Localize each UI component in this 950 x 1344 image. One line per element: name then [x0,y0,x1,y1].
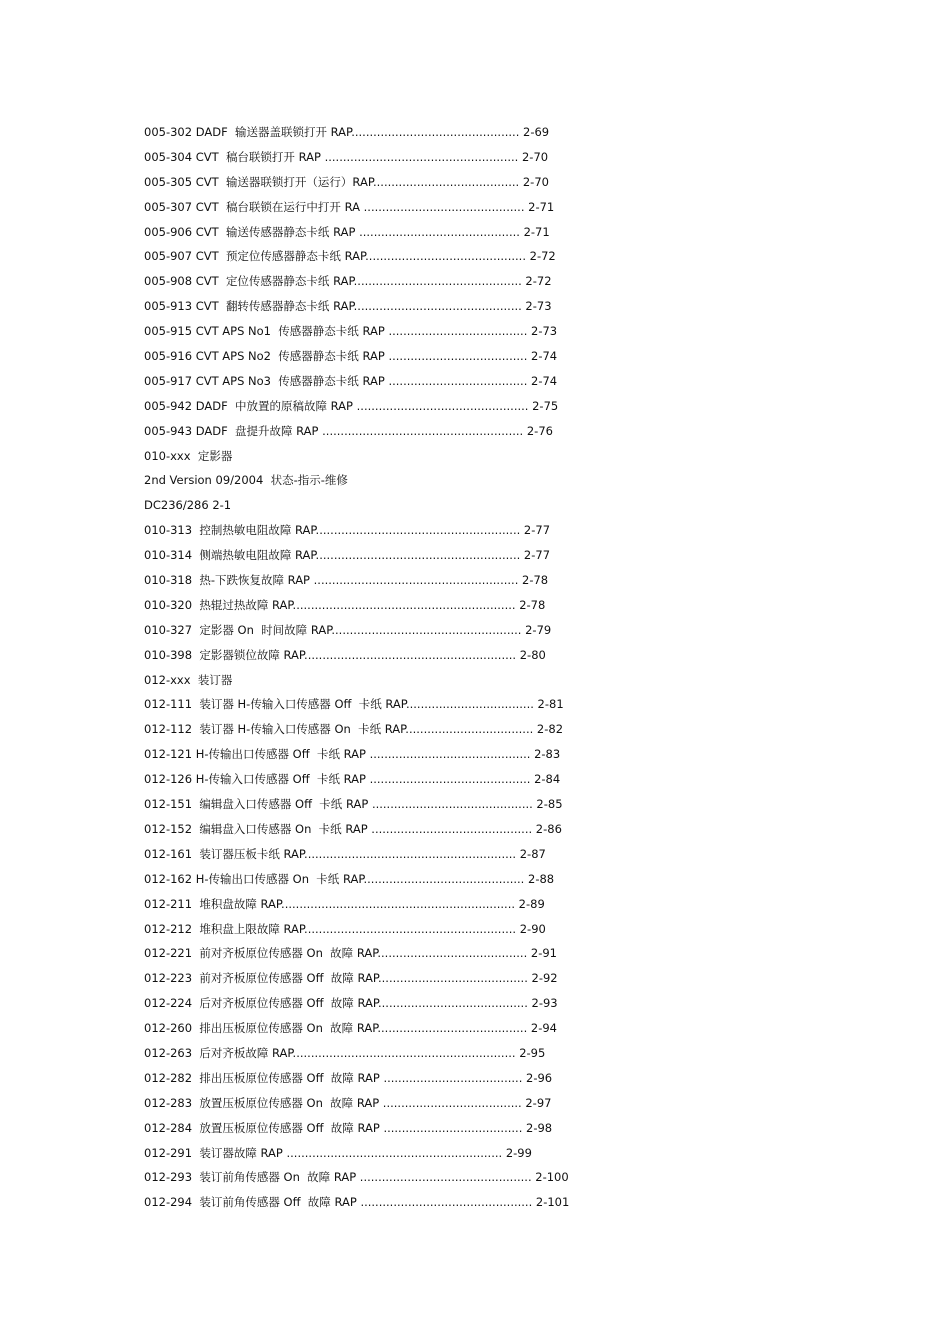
table-of-contents [144,120,804,1215]
toc-line: 012-282 排出压板原位传感器 Off 故障 RAP ...................................... 2-96 [144,1070,553,1085]
toc-line: 005-943 DADF 盘提升故障 RAP ....................................................... 2-76 [144,423,553,438]
toc-line: 005-913 CVT 翻转传感器静态卡纸 RAP.............................................. 2-73 [144,299,552,314]
section-heading: 010-xxx 定影器 [144,448,233,463]
toc-line: 005-302 DADF 输送器盖联锁打开 RAP.............................................. 2-69 [144,125,550,139]
section-heading: 012-xxx 装订器 [144,672,233,687]
toc-line: 012-211 堆积盘故障 RAP................................................................ 2-89 [144,896,545,911]
toc-line: 012-284 放置压板原位传感器 Off 故障 RAP ...................................... 2-98 [144,1120,553,1135]
toc-line: 012-260 排出压板原位传感器 On 故障 RAP......................................... 2-94 [144,1021,557,1036]
toc-line: 005-915 CVT APS No1 传感器静态卡纸 RAP ...................................... 2-73 [144,324,558,339]
toc-line: 005-906 CVT 输送传感器静态卡纸 RAP ............................................ 2-71 [144,224,550,239]
toc-line: 012-291 装订器故障 RAP ........................................................... 2-99 [144,1145,532,1160]
toc-line: 012-111 装订器 H-传输入口传感器 Off 卡纸 RAP................................... 2-81 [144,697,564,712]
toc-line: 005-916 CVT APS No2 传感器静态卡纸 RAP ...................................... 2-74 [144,349,558,364]
toc-line: 010-318 热-下跌恢复故障 RAP ........................................................ 2-78 [144,573,549,588]
toc-line: 005-304 CVT 稿台联锁打开 RAP ..................................................... 2-70 [144,149,549,164]
toc-line: 005-907 CVT 预定位传感器静态卡纸 RAP............................................ 2-72 [144,249,556,264]
toc-line: 005-305 CVT 输送器联锁打开（运行）RAP........................................ 2-70 [144,174,549,189]
toc-line: 012-161 装订器压板卡纸 RAP.......................................................... 2-87 [144,846,546,861]
toc-line: 012-121 H-传输出口传感器 Off 卡纸 RAP ............................................ 2-83 [144,747,561,762]
toc-line: 010-314 侧端热敏电阻故障 RAP........................................................ 2-77 [144,548,551,563]
toc-line: 012-263 后对齐板故障 RAP............................................................. 2-95 [144,1045,546,1060]
toc-line: 012-223 前对齐板原位传感器 Off 故障 RAP......................................... 2-92 [144,971,558,986]
toc-line: 012-283 放置压板原位传感器 On 故障 RAP ...................................... 2-97 [144,1095,552,1110]
toc-line: 005-307 CVT 稿台联锁在运行中打开 RA ............................................ 2-71 [144,199,555,214]
toc-line: 012-152 编辑盘入口传感器 On 卡纸 RAP ............................................ 2-86 [144,821,562,836]
toc-line: 012-151 编辑盘入口传感器 Off 卡纸 RAP ............................................ 2-85 [144,797,563,812]
toc-line: 010-398 定影器锁位故障 RAP.......................................................... 2-80 [144,647,546,662]
toc-line: 005-917 CVT APS No3 传感器静态卡纸 RAP ...................................... 2-74 [144,373,558,388]
toc-line: 012-212 堆积盘上限故障 RAP.......................................................... 2-90 [144,921,546,936]
toc-line: 012-224 后对齐板原位传感器 Off 故障 RAP......................................... 2-93 [144,996,558,1011]
toc-line: 005-942 DADF 中放置的原稿故障 RAP ............................................... 2-75 [144,398,559,413]
toc-line: 012-221 前对齐板原位传感器 On 故障 RAP......................................... 2-91 [144,946,557,961]
running-footer: 2nd Version 09/2004 状态-指示-维修 [144,473,348,488]
toc-line: 012-293 装订前角传感器 On 故障 RAP ............................................... 2-100 [144,1170,569,1185]
toc-line: 012-126 H-传输入口传感器 Off 卡纸 RAP ............................................ 2-84 [144,772,561,787]
toc-line: 012-112 装订器 H-传输入口传感器 On 卡纸 RAP................................... 2-82 [144,722,564,737]
toc-line: 012-162 H-传输出口传感器 On 卡纸 RAP............................................ 2-88 [144,871,555,886]
toc-line: 010-327 定影器 On 时间故障 RAP.................................................... 2-79 [144,622,552,637]
toc-line: 012-294 装订前角传感器 Off 故障 RAP ............................................... 2-101 [144,1195,570,1210]
toc-line: 010-320 热辊过热故障 RAP............................................................. 2-78 [144,597,546,612]
running-header: DC236/286 2-1 [144,498,232,513]
toc-line: 005-908 CVT 定位传感器静态卡纸 RAP.............................................. 2-72 [144,274,552,289]
toc-line: 010-313 控制热敏电阻故障 RAP........................................................ 2-77 [144,523,551,538]
